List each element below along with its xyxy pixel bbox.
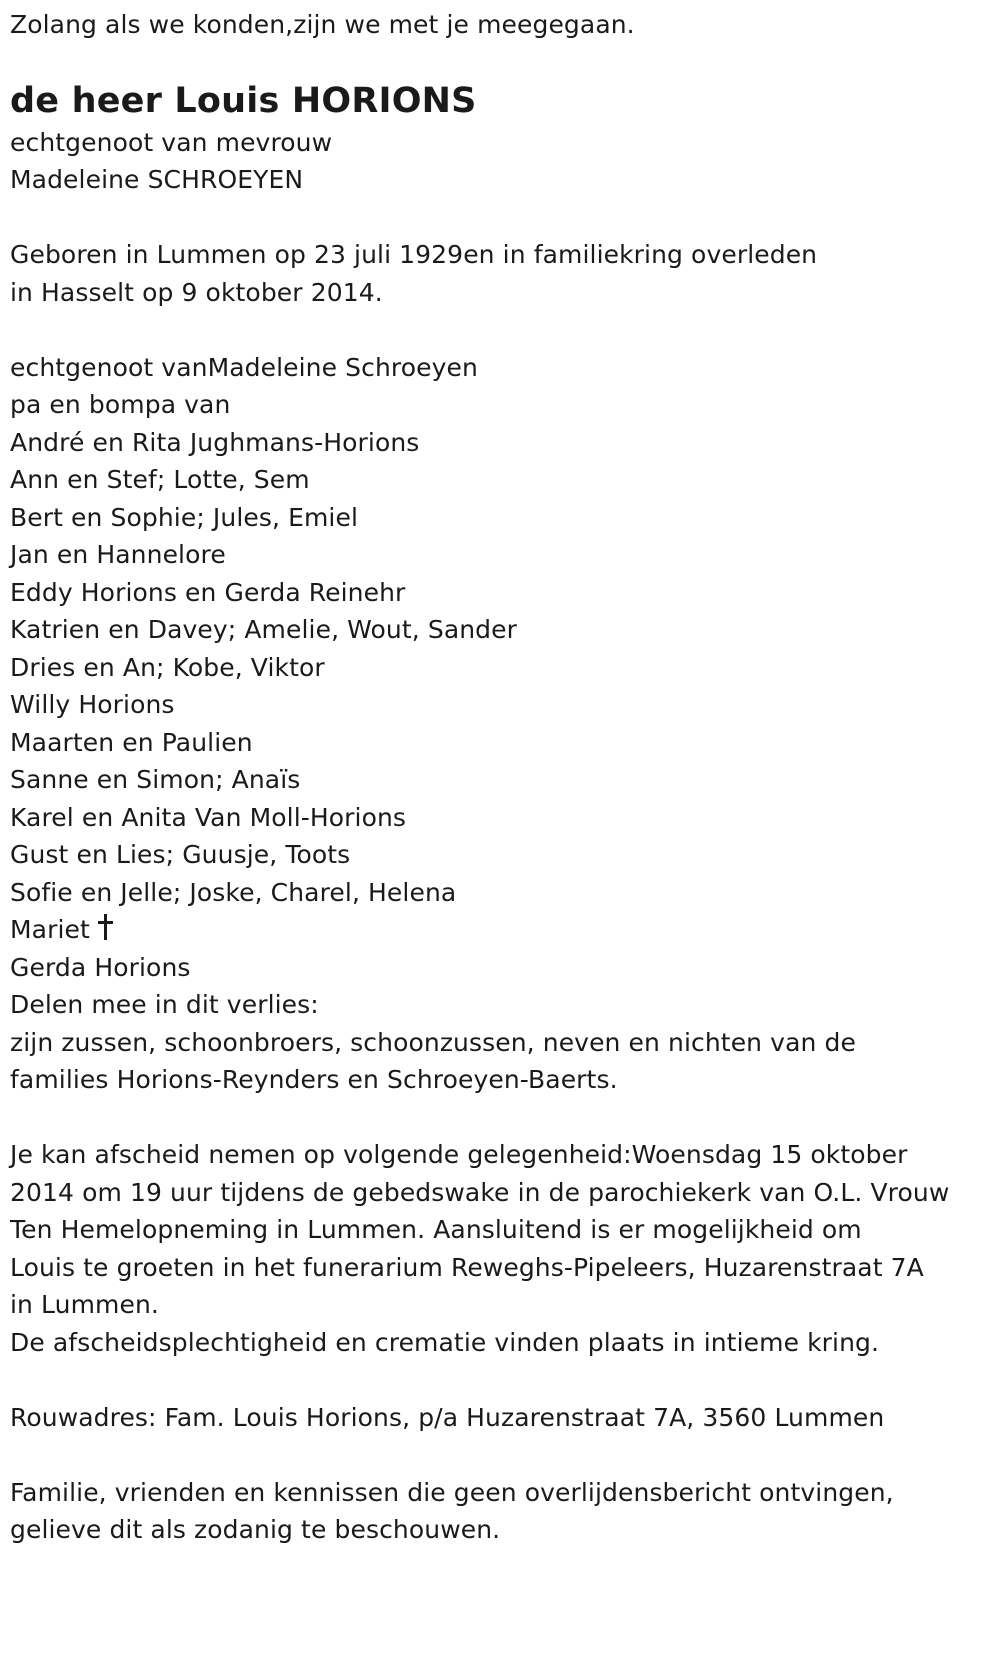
cross-icon [98,914,112,940]
spacer [10,1436,990,1474]
family-list [10,349,990,1099]
family-line: Bert en Sophie; Jules, Emiel [10,502,358,532]
family-line: Jan en Hannelore [10,540,226,569]
family-line: Eddy Horions en Gerda Reinehr [10,577,406,607]
spouse-intro-line: echtgenoot van mevrouw [10,127,333,157]
farewell-paragraph [10,1136,990,1361]
farewell-line: De afscheidsplechtigheid en crematie vinden plaats in intieme kring. [10,1327,880,1357]
farewell-line: Ten Hemelopneming in Lummen. Aansluitend is er mogelijkheid om [10,1215,862,1244]
family-line: Willy Horions [10,690,175,719]
family-line: echtgenoot vanMadeleine Schroeyen [10,352,478,382]
obituary-notice [10,0,990,1549]
spacer [10,199,990,237]
family-line: Dries en An; Kobe, Viktor [10,652,325,682]
family-line: Sanne en Simon; Anaïs [10,765,301,794]
family-line: Maarten en Paulien [10,727,253,757]
spouse-name-line: Madeleine SCHROEYEN [10,165,304,194]
family-line: Ann en Stef; Lotte, Sem [10,465,310,494]
family-line: Karel en Anita Van Moll-Horions [10,802,407,832]
mourning-address: Rouwadres: Fam. Louis Horions, p/a Huzarenstraat 7A, 3560 Lummen [10,1402,885,1432]
spacer [10,311,990,349]
farewell-line: Louis te groeten in het funerarium Reweghs-Pipeleers, Huzarenstraat 7A [10,1252,924,1282]
family-line: Delen mee in dit verlies: [10,990,319,1019]
family-member-name: Mariet [10,915,90,944]
closing-line: Familie, vrienden en kennissen die geen overlijdensbericht ontvingen, [10,1477,894,1507]
intro-quote: Zolang als we konden,zijn we met je meegegaan. [10,10,635,39]
family-line: Gerda Horions [10,952,191,982]
family-line: Gust en Lies; Guusje, Toots [10,840,351,869]
birth-line: Geboren in Lummen op 23 juli 1929en in familiekring overleden [10,240,818,269]
family-line: zijn zussen, schoonbroers, schoonzussen, neven en nichten van de [10,1027,856,1057]
farewell-line: Je kan afscheid nemen op volgende gelegenheid:Woensdag 15 oktober [10,1140,908,1169]
deceased-name: de heer Louis HORIONS [10,80,477,121]
spacer [10,1361,990,1399]
family-line: Sofie en Jelle; Joske, Charel, Helena [10,877,457,907]
family-line: Katrien en Davey; Amelie, Wout, Sander [10,615,518,644]
farewell-line: in Lummen. [10,1290,159,1319]
family-line: André en Rita Jughmans-Horions [10,427,420,457]
family-line-deceased [10,911,990,949]
closing-paragraph [10,1474,990,1549]
closing-line: gelieve dit als zodanig te beschouwen. [10,1515,501,1544]
family-line: families Horions-Reynders en Schroeyen-Baerts. [10,1065,618,1094]
spacer [10,1099,990,1137]
death-line: in Hasselt op 9 oktober 2014. [10,277,383,307]
farewell-line: 2014 om 19 uur tijdens de gebedswake in de parochiekerk van O.L. Vrouw [10,1177,950,1207]
family-line: pa en bompa van [10,390,231,419]
